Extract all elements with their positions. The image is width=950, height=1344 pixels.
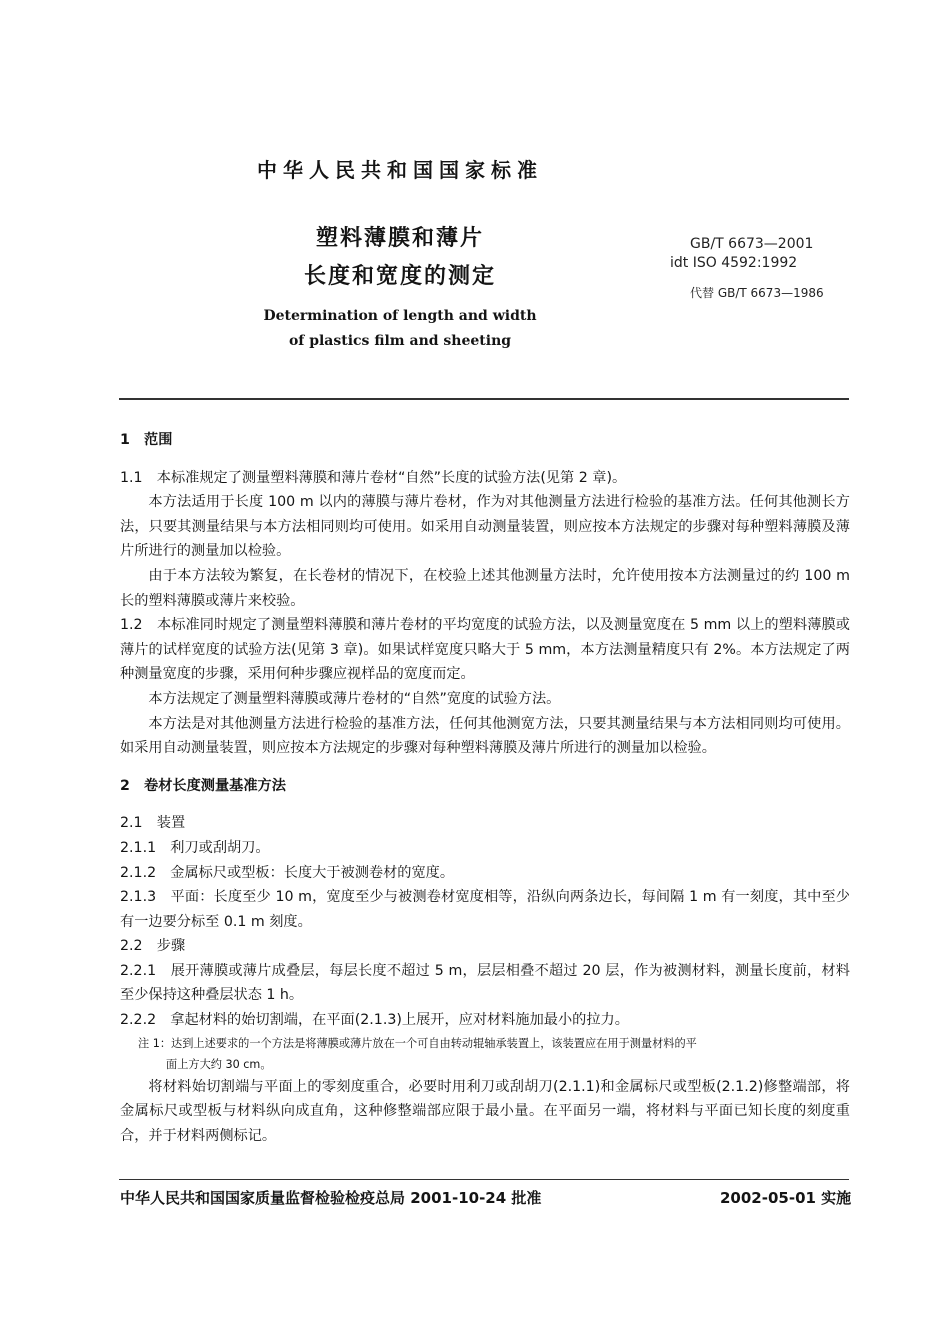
note-1-line1: 注 1：达到上述要求的一个方法是将薄膜或薄片放在一个可自由转动辊轴承装置上，该装置应在用于测量材料的平 [138, 1036, 697, 1050]
clause-1-1: 1.1 本标准规定了测量塑料薄膜和薄片卷材“自然”长度的试验方法(见第 2 章)。 [120, 469, 627, 486]
national-standard-heading: 中华人民共和国国家标准 [257, 158, 543, 182]
note-1-line2: 面上方大约 30 cm。 [166, 1057, 272, 1071]
clause-1-1-para3: 由于本方法较为繁复，在长卷材的情况下，在校验上述其他测量方法时，允许使用按本方法测量过的约 100 m 长的塑料薄膜或薄片来校验。 [120, 567, 850, 609]
implementation-date: 2002-05-01 实施 [720, 1189, 852, 1207]
replaces-standard: 代替 GB/T 6673—1986 [690, 286, 824, 300]
clause-2-2: 2.2 步骤 [120, 938, 186, 955]
clause-2-2-2-para2: 将材料始切割端与平面上的零刻度重合，必要时用利刀或刮胡刀(2.1.1)和金属标尺或型板(2.1.2)修整端部，将金属标尺或型板与材料纵向成直角，这种修整端部应限于最小量。在平面另一端，将材料与平面已知长度的刻度重合，并于材料两侧标记。 [120, 1078, 850, 1144]
footer-divider [119, 1179, 849, 1180]
iso-equivalent: idt ISO 4592:1992 [670, 255, 798, 271]
document-body [120, 428, 850, 1148]
title-cn-line1: 塑料薄膜和薄片 [315, 226, 484, 251]
section-1-heading: 1 范围 [120, 432, 173, 448]
clause-1-2: 1.2 本标准同时规定了测量塑料薄膜和薄片卷材的平均宽度的试验方法，以及测量宽度在 5 mm 以上的塑料薄膜或薄片的试样宽度的试验方法(见第 3 章)。如果试样宽度只略大于 5 mm，本方法测量精度只有 2%。本方法规定了两种测量宽度的步骤，采用何种步骤应视样品的宽度而定。 [120, 617, 850, 683]
standard-number: GB/T 6673—2001 [690, 236, 814, 252]
clause-2-1-1: 2.1.1 利刀或刮胡刀。 [120, 839, 270, 856]
clause-1-2-para3: 本方法是对其他测量方法进行检验的基准方法，任何其他测宽方法，只要其测量结果与本方法相同则均可使用。如采用自动测量装置，则应按本方法规定的步骤对每种塑料薄膜及薄片所进行的测量加以检验。 [120, 715, 850, 757]
header-divider [119, 398, 849, 400]
clause-1-1-para2: 本方法适用于长度 100 m 以内的薄膜与薄片卷材，作为对其他测量方法进行检验的基准方法。任何其他测长方法，只要其测量结果与本方法相同则均可使用。如采用自动测量装置，则应按本方法规定的步骤对每种塑料薄膜及薄片所进行的测量加以检验。 [120, 494, 850, 560]
title-en-line1: Determination of length and width [263, 308, 537, 324]
approval-line: 中华人民共和国国家质量监督检验检疫总局 2001-10-24 批准 [120, 1189, 542, 1207]
clause-2-2-2: 2.2.2 拿起材料的始切割端，在平面(2.1.3)上展开，应对材料施加最小的拉力。 [120, 1012, 629, 1029]
section-2-heading: 2 卷材长度测量基准方法 [120, 777, 286, 794]
clause-1-2-para2: 本方法规定了测量塑料薄膜或薄片卷材的“自然”宽度的试验方法。 [148, 690, 561, 707]
clause-2-2-1: 2.2.1 展开薄膜或薄片成叠层，每层长度不超过 5 m，层层相叠不超过 20 层，作为被测材料，测量长度前，材料至少保持这种叠层状态 1 h。 [120, 962, 850, 1004]
clause-2-1: 2.1 装置 [120, 815, 186, 832]
title-cn-line2: 长度和宽度的测定 [303, 264, 496, 289]
title-en-line2: of plastics film and sheeting [288, 333, 512, 349]
clause-2-1-2: 2.1.2 金属标尺或型板：长度大于被测卷材的宽度。 [120, 864, 455, 881]
clause-2-1-3: 2.1.3 平面：长度至少 10 m，宽度至少与被测卷材宽度相等，沿纵向两条边长，每间隔 1 m 有一刻度，其中至少有一边要分标至 0.1 m 刻度。 [120, 889, 850, 930]
